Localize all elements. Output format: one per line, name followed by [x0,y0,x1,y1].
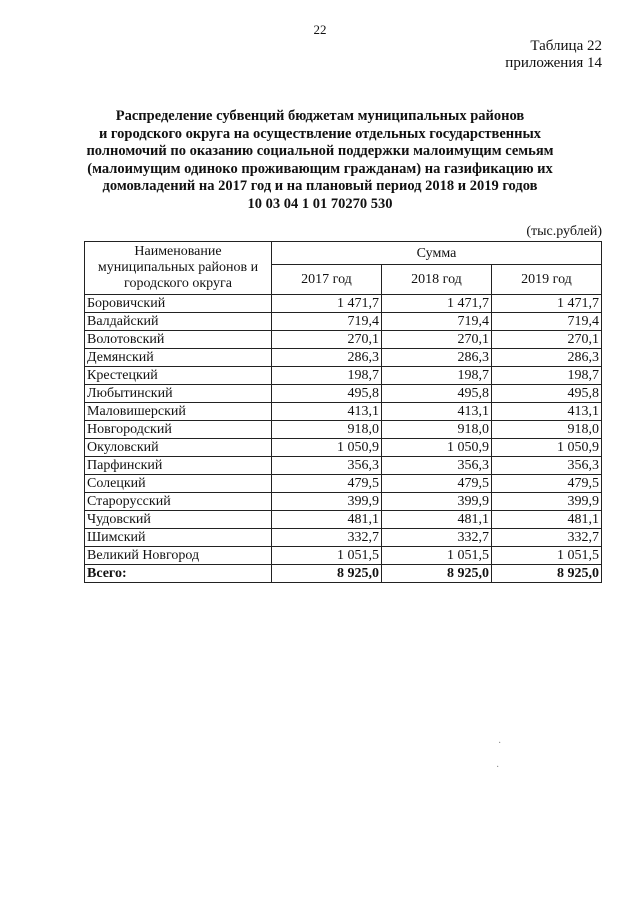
table-row [85,421,602,439]
amount-cell: 399,9 [491,493,601,511]
district-name: Старорусский [85,493,272,511]
district-name: Боровичский [85,295,272,313]
district-name: Новгородский [85,421,272,439]
amount-cell: 479,5 [271,475,381,493]
amount-cell: 198,7 [271,367,381,385]
units-label: (тыс.рублей) [526,224,602,239]
amount-cell: 332,7 [491,529,601,547]
amount-cell: 918,0 [491,421,601,439]
table-row [85,511,602,529]
table-ref-line: Таблица 22 [530,38,602,54]
amount-cell: 270,1 [491,331,601,349]
amount-cell: 918,0 [271,421,381,439]
amount-cell: 8 925,0 [491,565,601,583]
amount-cell: 286,3 [491,349,601,367]
total-row [85,565,602,583]
district-name: Любытинский [85,385,272,403]
table-row [85,403,602,421]
table-row [85,475,602,493]
table-row [85,493,602,511]
table-row [85,367,602,385]
table-row [85,457,602,475]
header-line: муниципальных районов и [97,260,259,275]
amount-cell: 495,8 [491,385,601,403]
district-name: Крестецкий [85,367,272,385]
table-row [85,331,602,349]
amount-cell: 1 050,9 [271,439,381,457]
table-reference [505,38,602,72]
amount-cell: 719,4 [271,313,381,331]
amount-cell: 198,7 [381,367,491,385]
table-row [85,439,602,457]
amount-cell: 1 471,7 [381,295,491,313]
page-number: 22 [313,22,327,37]
amount-cell: 8 925,0 [271,565,381,583]
amount-cell: 719,4 [491,313,601,331]
amount-cell: 332,7 [381,529,491,547]
amount-cell: 1 051,5 [381,547,491,565]
table-row [85,295,602,313]
amount-cell: 1 051,5 [271,547,381,565]
table-row [85,529,602,547]
amount-cell: 495,8 [381,385,491,403]
amount-cell: 495,8 [271,385,381,403]
title-line: полномочий по оказанию социальной поддержки малоимущим семьям [86,143,554,159]
amount-cell: 719,4 [381,313,491,331]
amount-cell: 479,5 [381,475,491,493]
header-line: городского округа [124,276,232,291]
table-body [85,295,602,583]
district-name: Маловишерский [85,403,272,421]
district-name: Окуловский [85,439,272,457]
district-name: Валдайский [85,313,272,331]
district-name: Волотовский [85,331,272,349]
amount-cell: 399,9 [271,493,381,511]
title-line: (малоимущим одиноко проживающим гражданам) на газификацию их [87,160,553,177]
name-column-header [85,242,272,295]
amount-cell: 356,3 [271,457,381,475]
amount-cell: 481,1 [271,511,381,529]
amount-cell: 356,3 [381,457,491,475]
amount-cell: 1 051,5 [491,547,601,565]
amount-cell: 8 925,0 [381,565,491,583]
district-name: Парфинский [85,457,272,475]
amount-cell: 413,1 [381,403,491,421]
amount-cell: 413,1 [271,403,381,421]
year-header-2019: 2019 год [491,265,601,295]
year-header-2018: 2018 год [381,265,491,295]
amount-cell: 1 050,9 [381,439,491,457]
district-name: Всего: [85,565,272,583]
amount-cell: 399,9 [381,493,491,511]
amount-cell: 1 050,9 [491,439,601,457]
title-line: домовладений на 2017 год и на плановый период 2018 и 2019 годов [102,178,538,194]
scan-mark: · [496,762,500,773]
amount-cell: 332,7 [271,529,381,547]
document-title [80,108,560,213]
table-ref-line: приложения 14 [505,55,602,71]
amount-cell: 1 471,7 [491,295,601,313]
district-name: Демянский [85,349,272,367]
sum-column-header: Сумма [271,242,601,265]
subsidy-table [84,241,602,583]
budget-code: 10 03 04 1 01 70270 530 [247,195,393,212]
year-header-2017: 2017 год [271,265,381,295]
amount-cell: 1 471,7 [271,295,381,313]
district-name: Шимский [85,529,272,547]
district-name: Чудовский [85,511,272,529]
amount-cell: 286,3 [271,349,381,367]
amount-cell: 413,1 [491,403,601,421]
title-line: и городского округа на осуществление отдельных государственных [98,125,542,142]
amount-cell: 918,0 [381,421,491,439]
scan-mark: · [498,738,502,749]
table-row [85,385,602,403]
header-line: Наименование [134,244,222,259]
table-row [85,349,602,367]
district-name: Солецкий [85,475,272,493]
amount-cell: 356,3 [491,457,601,475]
table-row [85,313,602,331]
amount-cell: 270,1 [381,331,491,349]
amount-cell: 270,1 [271,331,381,349]
table-row [85,547,602,565]
title-line: Распределение субвенций бюджетам муниципальных районов [115,108,525,124]
amount-cell: 286,3 [381,349,491,367]
amount-cell: 479,5 [491,475,601,493]
amount-cell: 481,1 [491,511,601,529]
table-header-row [85,242,602,265]
amount-cell: 198,7 [491,367,601,385]
amount-cell: 481,1 [381,511,491,529]
district-name: Великий Новгород [85,547,272,565]
